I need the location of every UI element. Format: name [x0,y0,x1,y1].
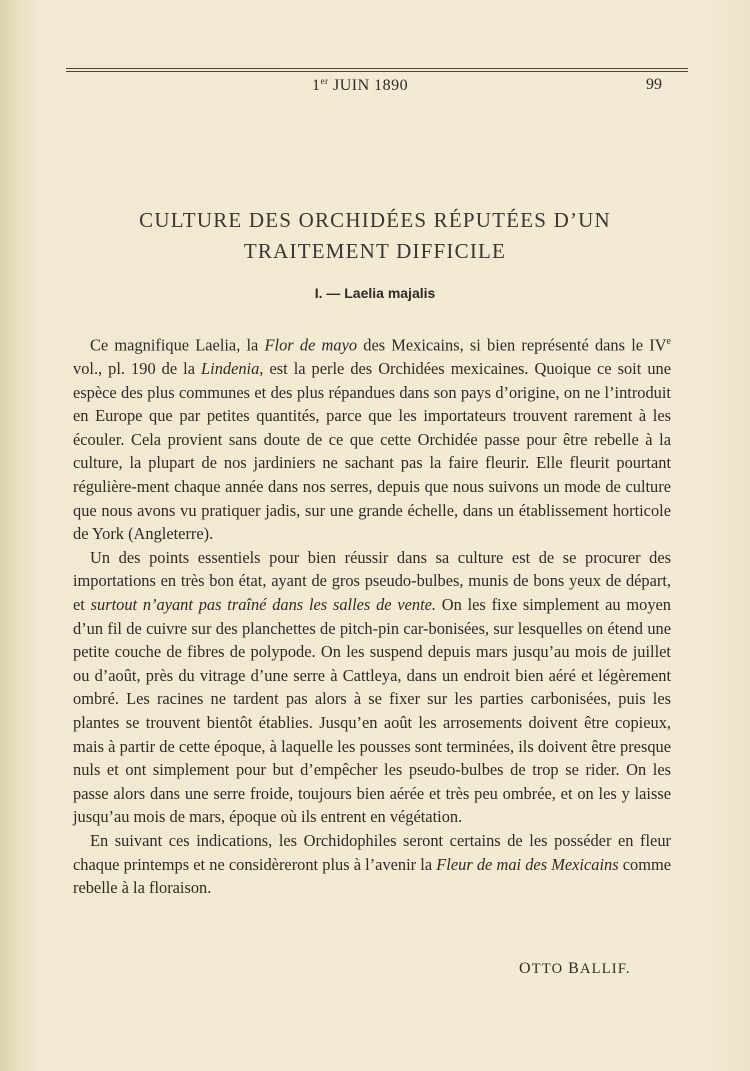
header-rule [66,68,688,69]
article-title-line-1: CULTURE DES ORCHIDÉES RÉPUTÉES D’UN [139,208,611,232]
paragraph-2: Un des points essentiels pour bien réussir dans sa culture est de se procurer des importations en très bon état, ayant de gros pseudo-bulbes, munis de bons yeux de départ, et surtout n’ayant pas traîné dans les salles de vente. On les fixe simplement au moyen d’un fil de cuivre sur des planchettes de pitch-pin car-bonisées, sur lesquelles on étend une petite couche de fibres de polypode. On les suspend depuis mars jusqu’au mois de juillet ou d’août, près du vitrage d’une serre à Cattleya, dans un endroit bien aéré et légèrement ombré. Les racines ne tardent pas alors à se fixer sur les parties carbonisées, puis les plantes se trouvent bientôt établies. Jusqu’en août les arrosements doivent être copieux, mais à partir de cette époque, à laquelle les pousses sont terminées, ils doivent être presque nuls et ont simplement pour but d’empêcher les pseudo-bulbes de trop se rider. On les passe alors dans une serre froide, toujours bien aérée et très peu ombrée, et on les y laisse jusqu’au mois de mars, époque où ils entrent en végétation. [73,547,671,827]
header-date: 1er JUIN 1890 [312,76,409,94]
page-number: 99 [646,76,662,93]
paragraph-3: En suivant ces indications, les Orchidophiles seront certains de les posséder en fleur chaque printemps et ne considèreront plus à l’avenir la Fleur de mai des Mexicains comme rebelle à la floraison. [73,830,671,898]
author-signature: OTTO BALLIF. [519,960,631,977]
section-heading: I. — Laelia majalis [314,285,436,301]
paragraph-1: Ce magnifique Laelia, la Flor de mayo des Mexicains, si bien représenté dans le IVe vol., pl. 190 de la Lindenia, est la perle des Orchidées mexicaines. Quoique ce soit une espèce des plus communes et des plus répandues dans son pays d’origine, on ne l’introduit en Europe que par petites quantités, parce que les importateurs trouvent rarement à les écouler. Cela provient sans doute de ce que cette Orchidée passe pour être rebelle à la culture, la plupart de nos jardiniers ne sachant pas la faire fleurir. Elle fleurit pourtant régulière-ment chaque année dans nos serres, depuis que nous suivons un mode de culture que nous avons vu pratiquer jadis, sur une grande échelle, dans un établissement horticole de York (Angleterre). [73,335,671,544]
header-rule-secondary [66,71,688,72]
article-title-line-2: TRAITEMENT DIFFICILE [243,239,507,263]
article-body [73,330,671,900]
